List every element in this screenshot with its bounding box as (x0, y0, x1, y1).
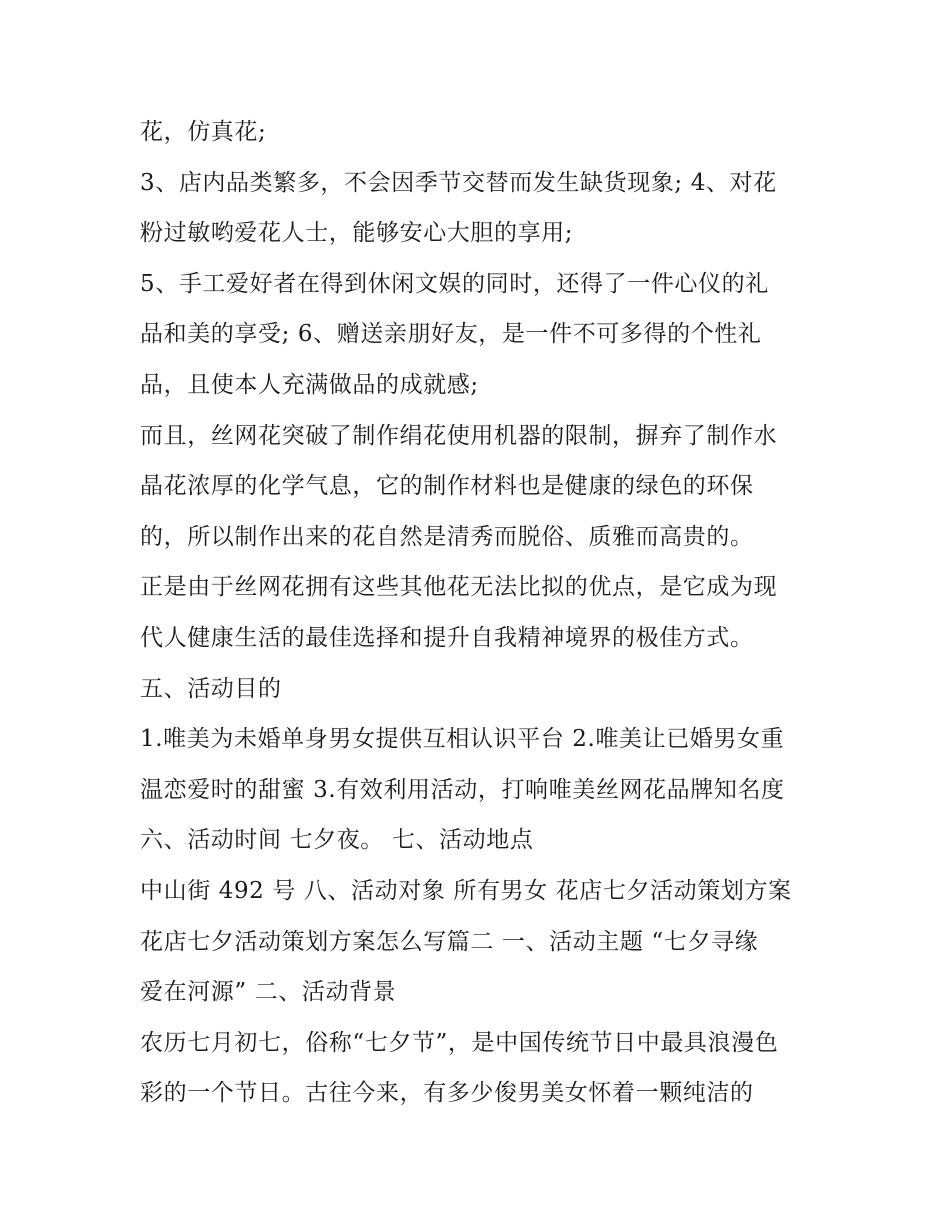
text-line: 爱在河源” 二、活动背景 (140, 979, 397, 1006)
document-body (140, 107, 830, 1119)
text-line: 正是由于丝网花拥有这些其他花无法比拟的优点，是它成为现 (140, 574, 778, 601)
text-line: 代人健康生活的最佳选择和提升自我精神境界的极佳方式。 (140, 624, 754, 651)
text-line: 品，且使本人充满做品的成就感; (140, 371, 479, 398)
text-line: 花，仿真花; (140, 119, 267, 145)
text-line: 5、手工爱好者在得到休闲文娱的同时，还得了一件心仪的礼 (140, 270, 769, 297)
text-line: 温恋爱时的甜蜜 3.有效利用活动，打响唯美丝网花品牌知名度 (140, 776, 785, 803)
text-line: 农历七月初七，俗称“七夕节”，是中国传统节日中最具浪漫色 (140, 1029, 779, 1056)
text-line: 1.唯美为未婚单身男女提供互相认识平台 2.唯美让已婚男女重 (140, 726, 785, 753)
text-line: 六、活动时间 七夕夜。 七、活动地点 (140, 827, 534, 854)
text-line: 品和美的享受; 6、赠送亲朋好友，是一件不可多得的个性礼 (140, 321, 762, 348)
text-line: 彩的一个节日。古往今来，有多少俊男美女怀着一颗纯洁的 (140, 1080, 754, 1107)
text-line: 晶花浓厚的化学气息，它的制作材料也是健康的绿色的环保 (140, 473, 754, 500)
text-line: 中山街 492 号 八、活动对象 所有男女 花店七夕活动策划方案 (140, 877, 792, 904)
text-line: 花店七夕活动策划方案怎么写篇二 一、活动主题 “七夕寻缘 (140, 928, 759, 955)
text-line: 的，所以制作出来的花自然是清秀而脱俗、质雅而高贵的。 (140, 523, 754, 550)
text-line: 而且，丝网花突破了制作绢花使用机器的限制，摒弃了制作水 (140, 422, 778, 449)
text-line: 3、店内品类繁多，不会因季节交替而发生缺货现象; 4、对花 (140, 169, 777, 196)
section-heading: 五、活动目的 (140, 675, 282, 702)
text-line: 粉过敏哟爱花人士，能够安心大胆的享用; (140, 220, 574, 247)
